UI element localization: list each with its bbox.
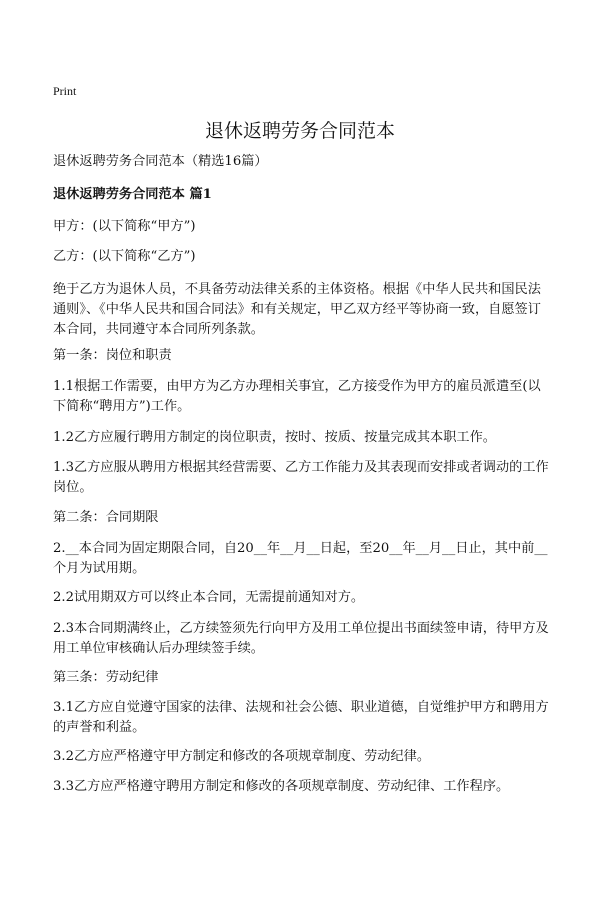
clause-1-1: 1.1根据工作需要，由甲方为乙方办理相关事宜，乙方接受作为甲方的雇员派遣至(以下简称“聘用方”)工作。 xyxy=(53,379,541,414)
clause-2-2: 2.2试用期双方可以终止本合同，无需提前通知对方。 xyxy=(53,590,365,605)
paragraph-preamble: 绝于乙方为退休人员，不具备劳动法律关系的主体资格。根据《中华人民共和国民法通则》、《中华人民共和国合同法》和有关规定，甲乙双方经平等协商一致，自愿签订本合同，共同遵守本合同所列条款。 xyxy=(53,282,541,337)
clause-3-3: 3.3乙方应严格遵守聘用方制定和修改的各项规章制度、劳动纪律、工作程序。 xyxy=(53,779,510,794)
section-heading: 退休返聘劳务合同范本 篇1 xyxy=(53,187,212,202)
print-label: Print xyxy=(53,84,77,98)
document-title: 退休返聘劳务合同范本 xyxy=(204,120,395,142)
clause-1-2: 1.2乙方应履行聘用方制定的岗位职责，按时、按质、按量完成其本职工作。 xyxy=(53,430,496,445)
clause-1-3: 1.3乙方应服从聘用方根据其经营需要、乙方工作能力及其表现而安排或者调动的工作岗位。 xyxy=(53,460,549,495)
clause-2-1: 2.__本合同为固定期限合同，自20__年__月__日起，至20__年__月__日止，其中前__个月为试用期。 xyxy=(53,541,548,576)
article-1-heading: 第一条：岗位和职责 xyxy=(53,348,172,363)
clause-2-3: 2.3本合同期满终止，乙方续签须先行向甲方及用工单位提出书面续签申请，待甲方及用工单位审核确认后办理续签手续。 xyxy=(53,621,549,656)
paragraph-party-b: 乙方：(以下简称“乙方”) xyxy=(53,249,196,264)
paragraph-party-a: 甲方：(以下简称“甲方”) xyxy=(53,219,196,234)
clause-3-2: 3.2乙方应严格遵守甲方制定和修改的各项规章制度、劳动纪律。 xyxy=(53,749,431,764)
article-3-heading: 第三条：劳动纪律 xyxy=(53,670,159,685)
clause-3-1: 3.1乙方应自觉遵守国家的法律、法规和社会公德、职业道德，自觉维护甲方和聘用方的声誉和利益。 xyxy=(53,700,549,735)
article-2-heading: 第二条：合同期限 xyxy=(53,510,159,525)
document-subtitle: 退休返聘劳务合同范本（精选16篇） xyxy=(53,154,268,169)
